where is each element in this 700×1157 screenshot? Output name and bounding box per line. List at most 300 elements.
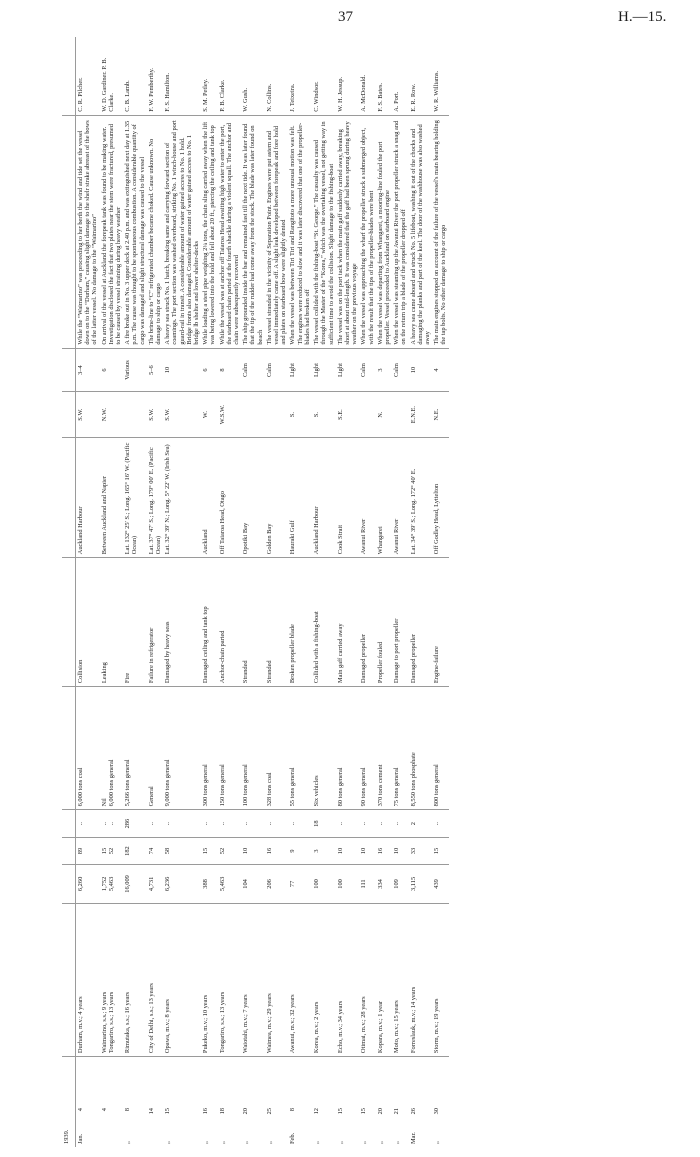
passengers-line: .. [77,822,84,826]
passengers-cell [163,810,201,837]
tonnage-line: 206 [265,879,273,889]
cargo-cell [336,687,360,810]
wind-cell: S.E. [336,392,360,437]
crew-line: 33 [409,847,417,855]
vessels-line: Tongariro, s.s.; 13 years [218,991,226,1054]
vessel-cell [265,903,289,1056]
remarks-cell: When the vessel was steaming up the Awanui River the port propeller struck a snag and on the return trip a blade of the propeller dropped off [392,115,408,348]
crew-line: 182 [124,846,132,856]
remarks-cell: While loading a steel pipe weighing 2¼ tons, the chain sling carried away when the lift was being lowered into the hold and fell about 20 ft., piercing the ceiling and tank top [201,115,217,348]
tonnage-cell [409,865,433,903]
cargo-line: Six vehicles [313,775,321,807]
cargo-line: 5,266 tons general [124,759,132,807]
crew-line: 58 [164,847,172,855]
cargo-line: Nil [100,798,108,807]
passengers-cell [376,810,392,837]
passengers-cell [265,810,289,837]
crew-cell [123,837,147,864]
passengers-cell [336,810,360,837]
officer-cell: A. Port. [392,37,408,115]
vessel-cell [218,903,242,1056]
vessel-cell [123,903,147,1056]
table-row [312,37,336,1147]
crew-cell [312,837,336,864]
remarks-cell: The vessel stranded in the vicinity of Separation Point. Engines were put astern and vessel immediately came off. A slight leak developed between forepeak and fore hold and plates on starboard bow were slightly dented [265,115,289,348]
vessel-cell [359,903,375,1056]
force-cell: Calm [359,348,375,392]
vessels-line: Moto, m.v.; 15 years [393,1000,401,1054]
nature-cell: Failure in refrigerator [147,558,163,687]
vessels-line: Waimea, m.v.; 29 years [265,993,273,1054]
vessels-line: Korea, m.v.; 2 years [313,1001,321,1054]
force-cell: 5–6 [147,348,163,392]
passengers-line: 2 [409,822,417,826]
month-cell: „ [433,1141,441,1144]
passengers-cell [432,810,448,837]
remarks-cell: When the vessel was between Tiri Tiri and Rangitoto a more unusual motion was felt. The engines were reduced to slow and it was later discovered that one of the propeller-blades had broken off [288,115,312,348]
force-cell: Calm [392,348,408,392]
crew-line: 16 [265,847,273,855]
wind-cell: N. [376,392,392,437]
crew-line: 9 [289,849,297,853]
passengers-line: .. [336,822,344,826]
officer-cell: F. S. Bates. [376,37,392,115]
table-row [241,37,265,1147]
month-cell: Mar. [409,1132,417,1144]
passengers-line: .. [202,822,210,826]
tonnage-line: 334 [376,879,384,889]
force-cell: 4 [432,348,448,392]
cargo-line: 300 tons general [202,764,210,807]
crew-line: 10 [393,847,401,855]
remarks-cell: While the vessel was at anchor off Taiaroa Head awaiting high water to enter the port, the starboard chain parted at the fourth shackle during a violent squall. The anchor and chain were subsequently recovered [218,115,242,348]
day-cell: 12 [313,1108,321,1115]
crew-line: 16 [376,847,384,855]
passengers-cell [76,810,100,837]
vessels-line: Tongariro, s.s.; 13 years [107,991,115,1054]
passengers-line: .. [265,822,273,826]
force-cell: 3–4 [76,348,100,392]
passengers-cell [147,810,163,837]
vessels-line: Echo, m.v.; 34 years [336,1000,344,1054]
place-cell: Golden Bay [265,437,289,558]
tonnage-cell [288,865,312,903]
date-cell [288,1057,312,1147]
cargo-line: 75 tons general [393,767,401,807]
crew-cell [147,837,163,864]
cargo-cell [376,687,392,810]
vessels-line: Kopara, m.v.; 1 year [376,1000,384,1054]
tonnage-cell [432,865,448,903]
crew-cell [392,837,408,864]
remarks-cell: A fire broke out in No. 3 upper deck at 2.40 p.m. and was extinguished next day at 1.35 p.m. The cause was thought to be spontaneous combustion. A considerable quantity of cargo was damaged and slight structural damage was caused to the vessel [123,115,147,348]
table-row [288,37,312,1147]
remarks-cell: The vessel was on the port tack when the main gaff suddenly carried away, breaking short at about mid-length. It was considered that the gaff had been sprung during heavy weather on the previous voyage [336,115,360,348]
place-cell: Cook Strait [336,437,360,558]
day-cell: 16 [202,1108,210,1115]
passengers-cell [218,810,242,837]
tonnage-line: 104 [242,879,250,889]
page-reference: H.—15. [618,9,667,25]
cargo-cell [359,687,375,810]
passengers-line: .. [376,822,384,826]
force-cell: 3 [376,348,392,392]
passengers-line: .. [242,822,250,826]
tonnage-line: 100 [313,879,321,889]
officer-cell: W. D. Gardiner. P. B. Clarke. [100,37,124,115]
passengers-line: .. [433,822,441,826]
wind-cell [265,392,289,437]
date-cell [163,1057,201,1147]
date-cell [376,1057,392,1147]
vessels-line: Awanui, m.v.; 32 years [289,994,297,1054]
officer-cell: C. Windsor. [312,37,336,115]
month-cell: „ [265,1141,273,1144]
cargo-line: 150 tons general [218,764,226,807]
table-row [336,37,360,1147]
cargo-line: 800 tons general [433,764,441,807]
day-cell: 30 [433,1108,441,1115]
date-cell [359,1057,375,1147]
cargo-cell [265,687,289,810]
crew-cell [76,837,100,864]
place-cell: Awanui River [392,437,408,558]
table-row [123,37,147,1147]
crew-line: 89 [77,847,84,855]
date-cell [100,1057,124,1147]
force-cell: Various [123,348,147,392]
table-row [265,37,289,1147]
place-cell: Awanui River [359,437,375,558]
passengers-cell [201,810,217,837]
cargo-cell [312,687,336,810]
day-cell: 4 [100,1108,108,1112]
tonnage-line: 6,236 [164,876,172,892]
passengers-line: .. [107,822,115,826]
force-cell: Light [312,348,336,392]
crew-line: 15 [100,847,108,855]
wind-cell [123,392,147,437]
officer-cell: A. McDonald. [359,37,375,115]
wind-cell: S.W. [163,392,201,437]
tonnage-line: 111 [360,879,368,889]
tonnage-line: 388 [202,879,210,889]
tonnage-line: 439 [433,879,441,889]
nature-cell: Damaged propeller [359,558,375,687]
cargo-cell [218,687,242,810]
officer-cell: S. M. Petley. [201,37,217,115]
table-row [201,37,217,1147]
vessel-cell [336,903,360,1056]
passengers-line: .. [289,822,297,826]
cargo-cell [147,687,163,810]
cargo-cell [241,687,265,810]
vessel-cell [432,903,448,1056]
vessels-line: City of Delhi, s.s.; 13 years [147,983,155,1054]
date-cell [218,1057,242,1147]
tonnage-line: 16,009 [124,875,132,893]
passengers-cell [288,810,312,837]
month-cell: „ [360,1141,368,1144]
table-row [392,37,408,1147]
crew-cell [336,837,360,864]
passengers-line: .. [360,822,368,826]
rotated-casualty-table [62,37,692,1147]
table-row [409,37,433,1147]
crew-cell [359,837,375,864]
cargo-cell [201,687,217,810]
force-cell: Calm [265,348,289,392]
page-number: 37 [338,9,353,25]
cargo-line: 370 tons cement [376,764,384,807]
crew-cell [163,837,201,864]
month-cell: „ [376,1141,384,1144]
wind-cell: W. [201,392,217,437]
tonnage-cell [265,865,289,903]
officer-cell: F. W. Pemberthy. [147,37,163,115]
officer-cell: C. B. Lamb. [123,37,147,115]
nature-cell: Main gaff carried away [336,558,360,687]
cargo-line: 8,550 tons phosphate [409,752,417,807]
place-cell: Off Godley Head, Lyttelton [432,437,448,558]
tonnage-cell [241,865,265,903]
date-cell [147,1057,163,1147]
passengers-cell [123,810,147,837]
crew-line: 10 [360,847,368,855]
officer-cell: N. Collins. [265,37,289,115]
remarks-cell: The main engines stopped on account of the failure of the vessel's main bearing holding the tap bolts. No other damage to ship or cargo [432,115,448,348]
force-cell: 6 [201,348,217,392]
remarks-cell: While the “Waimarino” was proceeding to her berth the wind and tide set the vessel down on to the “Durham,” causing slight damage to the shelr strake abreast of the bows of the latter vessel. No damage to the “Waimarino” [76,115,100,348]
place-cell: Opotiki Bay [241,437,265,558]
officer-cell: W. H. Jessup. [336,37,360,115]
day-cell: 14 [147,1108,155,1115]
force-cell: 10 [409,348,433,392]
table-row [147,37,163,1147]
date-cell [265,1057,289,1147]
crew-line: 15 [433,847,441,855]
passengers-line: .. [164,822,172,826]
vessels-line: Waiotahi, m.v.; 7 years [242,994,250,1054]
nature-cell: Damaged ceiling and tank top [201,558,217,687]
passengers-line: 286 [124,818,132,829]
tonnage-cell [392,865,408,903]
officer-cell: F. S. Hamilton. [163,37,201,115]
remarks-cell: A heavy sea struck No. 1 hatch, breaking same and carrying forward section of coamings. The port section was washed overboard, striking No. 1 winch-house and port guard-rail in transit. A considerable amount of water gained access to No. 1 hold. Bridge fronts also damaged. Considerable amount of water gained access to No. 1 bridge lb shelter and lower shelter-decks [163,115,201,348]
date-cell [336,1057,360,1147]
tonnage-line: 4,731 [147,876,155,892]
vessel-cell [288,903,312,1056]
vessels-line: Forreslauk, m.v.; 14 years [409,986,417,1054]
nature-cell: Fire [123,558,147,687]
place-cell: Lat. 37° 47′ S.; Long. 179° 00′ E. (Pacific Ocean) [147,437,163,558]
officer-cell: C. R. Pilcher. [76,37,100,115]
vessel-cell [392,903,408,1056]
cargo-line: General [147,786,155,807]
wind-cell: S.W. [76,392,100,437]
wind-cell: S. [288,392,312,437]
place-cell: Off Taiaroa Head, Otago [218,437,242,558]
day-cell: 4 [77,1108,84,1112]
tonnage-line: 1,752 [100,876,108,892]
tonnage-line: 109 [393,879,401,889]
crew-cell [265,837,289,864]
cargo-line: 9,000 tons general [164,759,172,807]
tonnage-cell [201,865,217,903]
passengers-line: .. [393,822,401,826]
vessel-cell [100,903,124,1056]
cargo-line: 6,000 tons coal [77,767,84,807]
crew-cell [241,837,265,864]
cargo-line: 100 tons general [242,764,250,807]
crew-line: 52 [107,847,115,855]
wind-cell: N.W. [100,392,124,437]
crew-cell [376,837,392,864]
nature-cell: Stranded [241,558,265,687]
casualty-register-table [62,37,449,1147]
table-row [100,37,124,1147]
officer-cell: W. R. Williams. [432,37,448,115]
cargo-line: 328 tons coal [265,772,273,807]
passengers-cell [392,810,408,837]
vessels-line: Storm, m.v.; 19 years [433,998,441,1054]
vessels-line: Pukeko, m.v.; 10 years [202,994,210,1054]
date-cell [312,1057,336,1147]
cargo-cell [392,687,408,810]
vessel-cell [201,903,217,1056]
place-cell: Lat. 32° 39′ N.; Long. 5° 22′ W. (Irish Sea) [163,437,201,558]
crew-cell [100,837,124,864]
date-cell [409,1057,433,1147]
day-cell: 8 [124,1108,132,1112]
cargo-cell [163,687,201,810]
crew-cell [432,837,448,864]
month-cell: Jan. [77,1133,84,1144]
place-cell: Hauraki Gulf [288,437,312,558]
tonnage-cell [147,865,163,903]
passengers-line: 18 [313,820,321,827]
date-cell [123,1057,147,1147]
tonnage-line: 100 [336,879,344,889]
crew-cell [201,837,217,864]
wind-cell [392,392,408,437]
wind-cell: S.W. [147,392,163,437]
force-cell: Light [336,348,360,392]
nature-cell: Collided with a fishing-boat [312,558,336,687]
cargo-cell [288,687,312,810]
tonnage-line: 3,115 [409,876,417,891]
crew-line: 10 [336,847,344,855]
wind-cell: S. [312,392,336,437]
nature-cell: Anchor-chain parted [218,558,242,687]
day-cell: 20 [242,1108,250,1115]
month-cell: Feb. [289,1132,297,1144]
tonnage-cell [376,865,392,903]
cargo-cell [76,687,100,810]
cargo-cell [432,687,448,810]
cargo-cell [409,687,433,810]
month-cell: „ [313,1141,321,1144]
force-cell: 8 [218,348,242,392]
passengers-cell [100,810,124,837]
officer-cell: E. R. Row. [409,37,433,115]
passengers-line: .. [218,822,226,826]
tonnage-line: 77 [289,880,297,888]
month-cell: „ [218,1141,226,1144]
date-cell [432,1057,448,1147]
wind-cell [241,392,265,437]
nature-cell: Damage to port propeller [392,558,408,687]
day-cell: 21 [393,1108,401,1115]
vessel-cell [376,903,392,1056]
remarks-cell: The ship grounded inside the bar and remained fast till the next tide. It was later found that the tip of the rudder had come away from the stock. The blade was later found on beach [241,115,265,348]
day-cell: 25 [265,1108,273,1115]
year-label: 1939. [62,1057,76,1147]
vessel-cell [76,903,100,1056]
date-cell [76,1057,100,1147]
date-cell [201,1057,217,1147]
table-row [359,37,375,1147]
day-cell: 8 [289,1108,297,1112]
table-row [163,37,201,1147]
passengers-cell [241,810,265,837]
nature-cell: Leaking [100,558,124,687]
cargo-line: 80 tons general [336,767,344,807]
tonnage-cell [336,865,360,903]
table-row [376,37,392,1147]
officer-cell: P. B. Clarke. [218,37,242,115]
tonnage-line: 6,260 [77,876,84,892]
wind-cell: W.S.W. [218,392,242,437]
place-cell: Auckland Harbour [312,437,336,558]
force-cell: 10 [163,348,201,392]
remarks-cell: The brine-line to “C” refrigerated chamber became choked. Cause unknown. No damage to ship or cargo [147,115,163,348]
tonnage-cell [312,865,336,903]
vessel-cell [312,903,336,1056]
crew-line: 3 [313,849,321,853]
wind-cell [359,392,375,437]
cargo-line: 55 tons general [289,767,297,807]
remarks-cell: A heavy sea came aboard and struck No. 5 lifeboat, washing it out of the chocks and damaging the planks and part of the keel. The door of the washhouse was also washed away [409,115,433,348]
tonnage-line: 5,463 [107,876,115,892]
place-cell: Auckland Harbour [76,437,100,558]
force-cell: 6 [100,348,124,392]
place-cell: Between Auckland and Napier [100,437,124,558]
nature-cell: Collision [76,558,100,687]
passengers-line: .. [100,822,108,826]
passengers-cell [409,810,433,837]
remarks-cell: The vessel collided with the fishing-boat “St. George.” The casualty was caused through the Master of the “Korea,” which was the overtaking vessel, not getting way in sufficient time to avoid the collision. Slight damage to the fishing-boat [312,115,336,348]
day-cell: 15 [336,1108,344,1115]
year-row [62,37,76,1147]
vessel-cell [147,903,163,1056]
place-cell: Whangarei [376,437,392,558]
vessels-line: Opawa, m.v.; 8 years [164,999,172,1054]
day-cell: 18 [218,1108,226,1115]
vessels-line: Waimarino, s.s.; 9 years [100,991,108,1054]
place-cell: Auckland [201,437,217,558]
cargo-cell [100,687,124,810]
crew-cell [218,837,242,864]
officer-cell: W. Gush. [241,37,265,115]
nature-cell: Damaged propeller [409,558,433,687]
nature-cell: Stranded [265,558,289,687]
vessel-cell [409,903,433,1056]
day-cell: 15 [360,1108,368,1115]
tonnage-cell [100,865,124,903]
date-cell [241,1057,265,1147]
tonnage-cell [76,865,100,903]
